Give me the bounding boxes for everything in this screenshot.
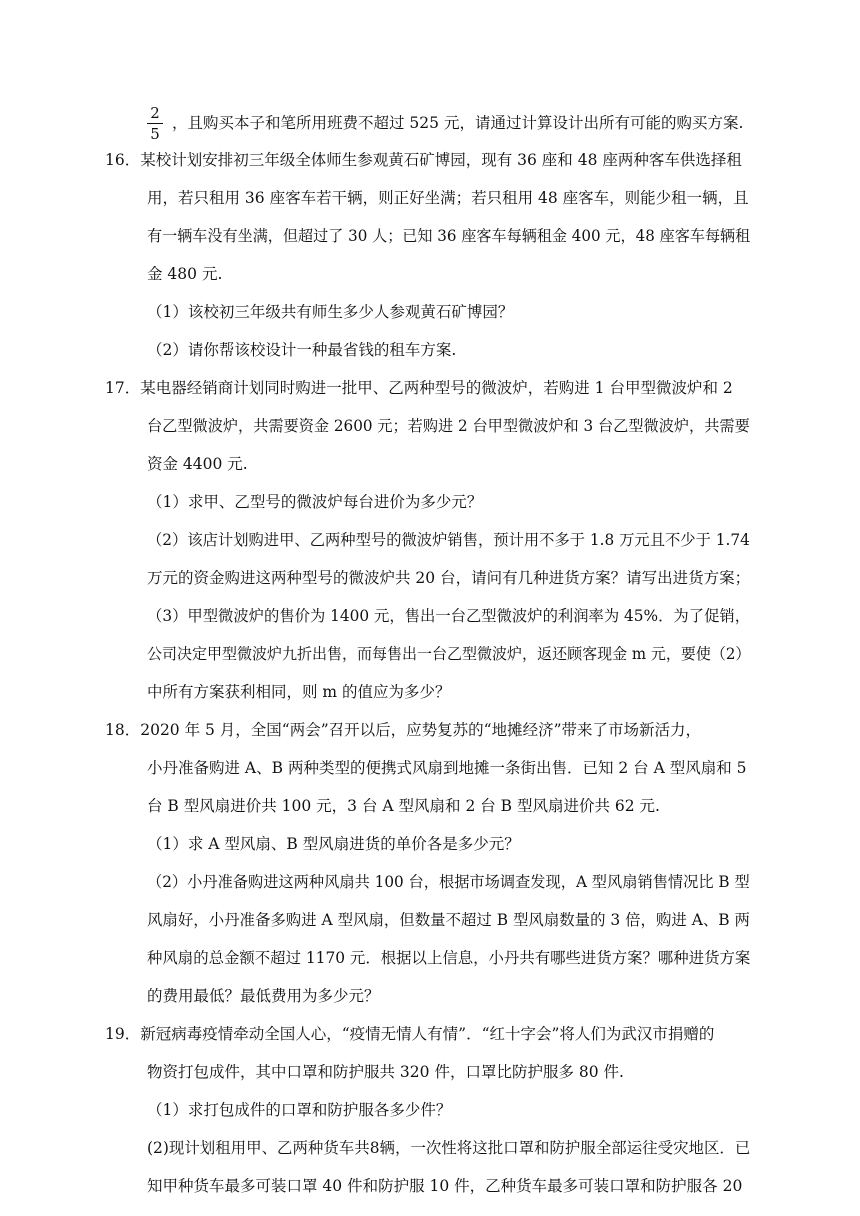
question-17-part-3-cont: 公司决定甲型微波炉九折出售，而每售出一台乙型微波炉，返还顾客现金 m 元，要使（2） (147, 645, 751, 663)
fraction-bar (147, 123, 163, 124)
question-17-line: 17．某电器经销商计划同时购进一批甲、乙两种型号的微波炉，若购进 1 台甲型微波炉和 2 (105, 379, 733, 397)
question-16-line: 16．某校计划安排初三年级全体师生参观黄石矿博园，现有 36 座和 48 座两种客车供选择租 (105, 151, 742, 169)
fraction-denominator: 5 (150, 125, 160, 143)
question-18-line: 18．2020 年 5 月，全国“两会”召开以后，应势复苏的“地摊经济”带来了市场新活力， (105, 721, 702, 739)
question-16-part-1: （1）该校初三年级共有师生多少人参观黄石矿博园？ (147, 303, 514, 321)
question-19-part-1: （1）求打包成件的口罩和防护服各多少件？ (147, 1101, 452, 1119)
question-19-part-2-cont: 知甲种货车最多可装口罩 40 件和防护服 10 件，乙种货车最多可装口罩和防护服各 20 (147, 1177, 743, 1195)
question-18-part-2: （2）小丹准备购进这两种风扇共 100 台，根据市场调查发现，A 型风扇销售情况比 B 型 (147, 873, 750, 891)
question-17-part-2: （2）该店计划购进甲、乙两种型号的微波炉销售，预计用不多于 1.8 万元且不少于 1.74 (147, 531, 750, 549)
question-17-part-2-cont: 万元的资金购进这两种型号的微波炉共 20 台，请问有几种进货方案？请写出进货方案； (147, 569, 751, 587)
previous-question-tail: ，且购买本子和笔所用班费不超过 525 元，请通过计算设计出所有可能的购买方案. (172, 114, 744, 132)
question-18-part-2-cont: 风扇好，小丹准备多购进 A 型风扇，但数量不超过 B 型风扇数量的 3 倍，购进 A、B 两 (147, 911, 750, 929)
question-17-part-3-cont: 中所有方案获利相同，则 m 的值应为多少？ (147, 683, 451, 701)
question-19-line: 物资打包成件，其中口罩和防护服共 320 件，口罩比防护服多 80 件. (147, 1063, 624, 1081)
question-18-line: 小丹准备购进 A、B 两种类型的便携式风扇到地摊一条街出售．已知 2 台 A 型风扇和 5 (147, 759, 747, 777)
question-18-line: 台 B 型风扇进价共 100 元，3 台 A 型风扇和 2 台 B 型风扇进价共 62 元. (147, 797, 660, 815)
question-16-line: 用，若只租用 36 座客车若干辆，则正好坐满；若只租用 48 座客车，则能少租一辆，且 (147, 189, 749, 207)
question-17-line: 台乙型微波炉，共需要资金 2600 元；若购进 2 台甲型微波炉和 3 台乙型微波炉，共需要 (147, 417, 750, 435)
question-17-part-3: （3）甲型微波炉的售价为 1400 元，售出一台乙型微波炉的利润率为 45%．为了促销， (147, 607, 751, 625)
question-19-part-2: (2)现计划租用甲、乙两种货车共8辆，一次性将这批口罩和防护服全部运往受灾地区．已 (147, 1139, 751, 1157)
question-18-part-1: （1）求 A 型风扇、B 型风扇进货的单价各是多少元？ (147, 835, 520, 853)
question-16-line: 有一辆车没有坐满，但超过了 30 人；已知 36 座客车每辆租金 400 元，48 座客车每辆租 (147, 227, 751, 245)
question-16-part-2: （2）请你帮该校设计一种最省钱的租车方案. (147, 341, 457, 359)
fraction-two-fifths (147, 106, 163, 142)
question-18-part-2-cont: 种风扇的总金额不超过 1170 元．根据以上信息，小丹共有哪些进货方案？哪种进货方案 (147, 949, 751, 967)
question-18-part-2-cont: 的费用最低？最低费用为多少元？ (147, 987, 380, 1005)
question-19-line: 19．新冠病毒疫情牵动全国人心，“疫情无情人有情”．“红十字会”将人们为武汉市捐赠的 (105, 1025, 715, 1043)
question-16-line: 金 480 元. (147, 265, 223, 283)
fraction-numerator: 2 (150, 104, 160, 122)
question-17-part-1: （1）求甲、乙型号的微波炉每台进价为多少元？ (147, 493, 483, 511)
question-17-line: 资金 4400 元. (147, 455, 248, 473)
